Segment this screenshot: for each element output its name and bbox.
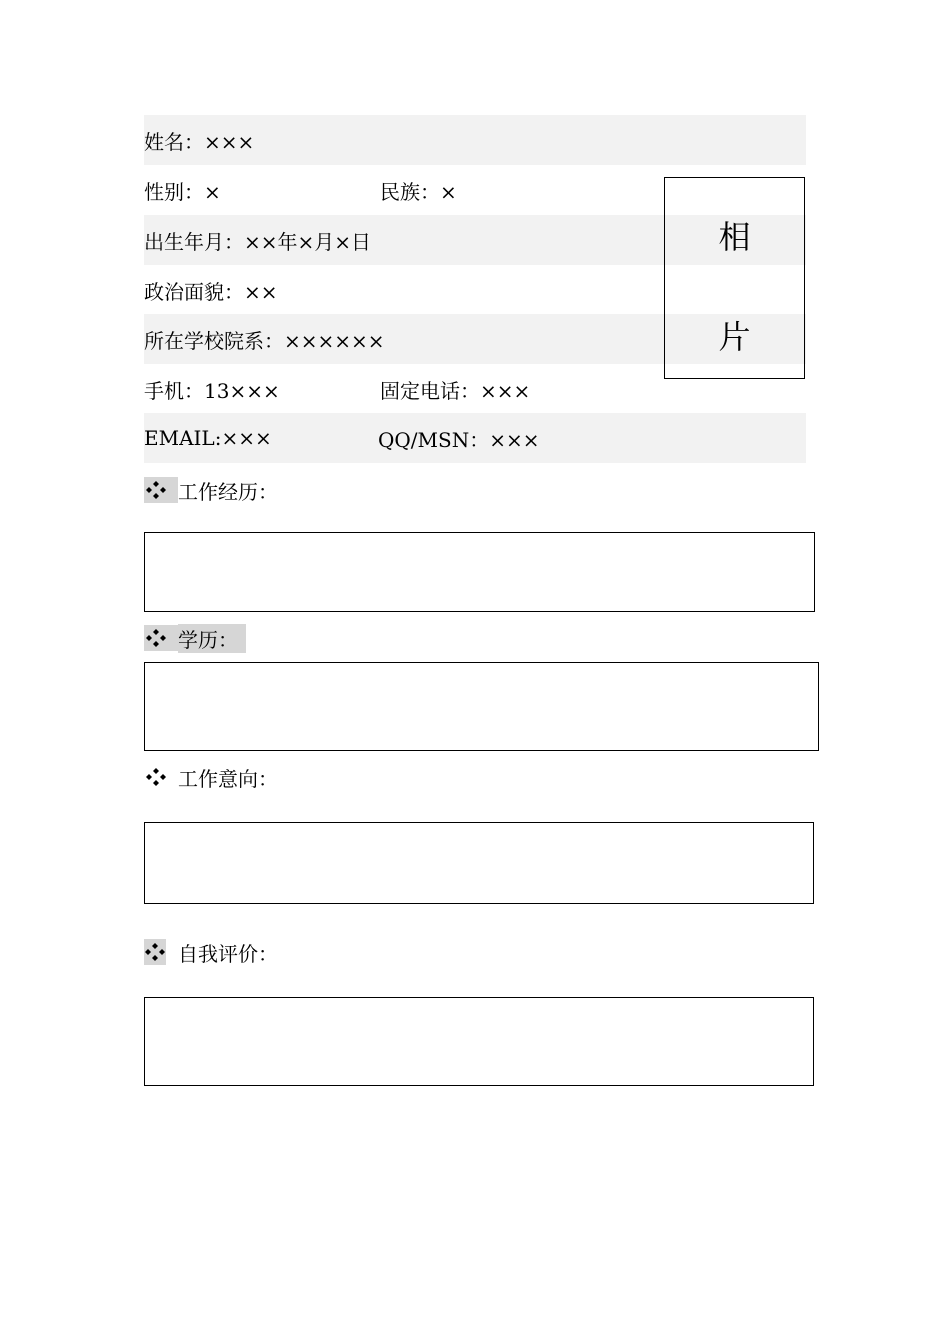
ethnicity-field: 民族：×: [380, 179, 457, 204]
photo-label-bottom: 片: [718, 318, 751, 356]
self-evaluation-heading: [144, 939, 278, 965]
school-field: 所在学校院系：××××××: [144, 328, 385, 353]
diamond-bullet-icon: [144, 764, 178, 790]
political-field: 政治面貌：××: [144, 279, 278, 304]
job-intention-box[interactable]: [144, 822, 814, 904]
birth-field: 出生年月：××年×月×日: [144, 229, 372, 254]
diamond-bullet-icon: [144, 477, 178, 503]
gender-field: 性别：×: [144, 179, 221, 204]
email-field: EMAIL:×××: [144, 426, 272, 450]
photo-label-top: 相: [718, 218, 751, 256]
diamond-bullet-icon: [144, 939, 166, 965]
name-field: 姓名：×××: [144, 129, 255, 154]
work-experience-label: 工作经历：: [178, 479, 278, 504]
education-box[interactable]: [144, 662, 819, 751]
work-experience-box[interactable]: [144, 532, 815, 612]
job-intention-label: 工作意向：: [178, 766, 278, 791]
education-heading: [144, 625, 246, 651]
education-label: 学历：: [178, 624, 246, 653]
diamond-bullet-icon: [144, 625, 178, 651]
job-intention-heading: [144, 764, 278, 790]
self-evaluation-box[interactable]: [144, 997, 814, 1086]
self-evaluation-label: 自我评价：: [178, 941, 278, 966]
contact-row: [144, 413, 806, 463]
landline-field: 固定电话：×××: [380, 378, 531, 403]
photo-placeholder[interactable]: [664, 177, 805, 379]
mobile-field: 手机：13×××: [144, 378, 280, 403]
work-experience-heading: [144, 477, 278, 503]
qq-field: QQ/MSN：×××: [378, 427, 540, 452]
name-row: [144, 115, 806, 165]
